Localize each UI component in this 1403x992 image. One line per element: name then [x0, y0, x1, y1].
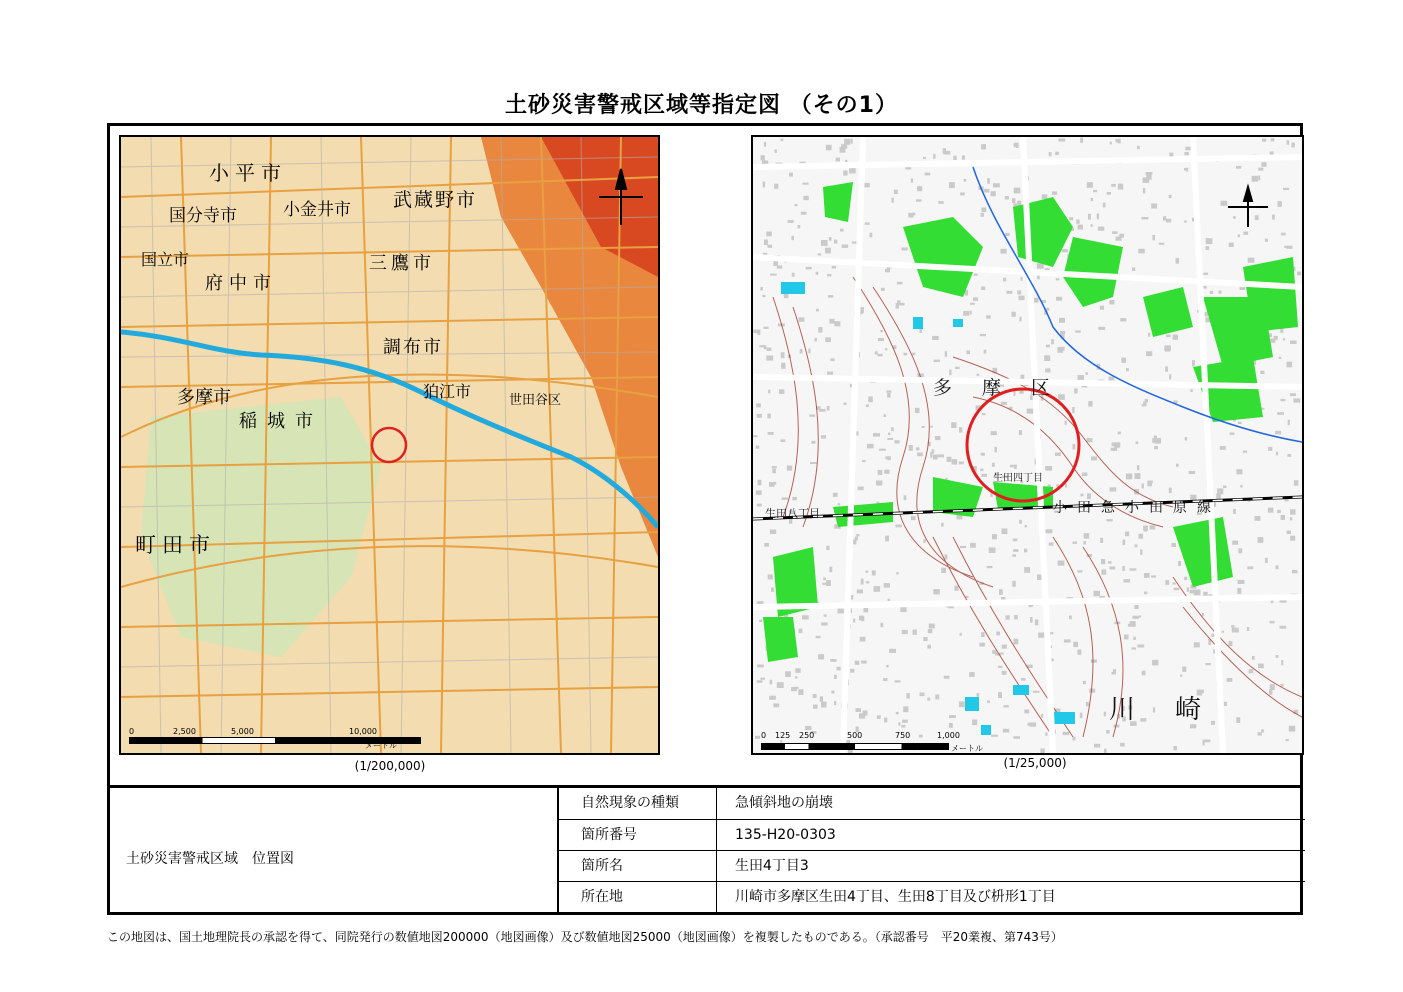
- info-table: [557, 788, 1305, 913]
- place-label: 世田谷区: [509, 393, 562, 408]
- place-label: 武蔵野市: [393, 189, 478, 211]
- scale-tick: 125: [775, 731, 791, 740]
- detail-scale-label: (1/25,000): [1003, 756, 1067, 770]
- scale-unit: メートル: [951, 744, 983, 753]
- info-row: [559, 881, 1305, 913]
- place-label: 調布市: [383, 337, 443, 358]
- detail-map-graphic: [753, 137, 1302, 753]
- info-key: 箇所名: [559, 851, 717, 882]
- scale-tick: 1,000: [937, 731, 960, 740]
- detail-map-25000: [751, 135, 1304, 755]
- info-key: 所在地: [559, 882, 717, 913]
- info-value: 生田4丁目3: [735, 858, 809, 874]
- info-value: 135-H20-0303: [735, 827, 836, 843]
- scale-tick: 0: [761, 731, 767, 740]
- place-label: 小田急小田原線: [1053, 500, 1221, 516]
- scale-tick: 2,500: [173, 727, 196, 736]
- scale-tick: 750: [895, 731, 911, 740]
- info-row: [559, 788, 1305, 819]
- overview-map-200000: [119, 135, 660, 755]
- place-label: 稲城市: [239, 411, 323, 432]
- info-row: [559, 850, 1305, 882]
- place-label: 三鷹市: [369, 253, 435, 274]
- info-key: 箇所番号: [559, 820, 717, 851]
- scale-tick: 500: [847, 731, 863, 740]
- info-left-cell: [110, 788, 557, 913]
- info-row: [559, 819, 1305, 851]
- place-label: 狛江市: [423, 382, 472, 401]
- place-label: 多摩区: [933, 377, 1081, 399]
- place-label: 小金井市: [283, 200, 351, 220]
- info-value: 急傾斜地の崩壊: [735, 795, 833, 811]
- place-label: 国立市: [141, 250, 190, 269]
- place-label: 多摩市: [177, 387, 231, 408]
- place-label: 町田市: [135, 533, 216, 557]
- place-label: 府中市: [205, 273, 277, 294]
- scale-bar: [761, 743, 949, 750]
- scale-tick: 250: [799, 731, 815, 740]
- scale-tick: 5,000: [231, 727, 254, 736]
- overview-map-graphic: [121, 137, 658, 753]
- place-label: 生田八丁目: [765, 507, 820, 520]
- scale-tick: 0: [129, 727, 135, 736]
- copyright-footnote: この地図は、国土地理院長の承認を得て、同院発行の数値地図200000（地図画像）及び数値地図25000（地図画像）を複製したものである。（承認番号 平20業複、第743号）: [107, 930, 1063, 944]
- place-label: 川崎: [1109, 695, 1242, 725]
- place-label: 生田四丁目: [993, 473, 1043, 484]
- overview-scale-label: (1/200,000): [354, 759, 426, 773]
- page-title: 土砂災害警戒区域等指定図 （その1）: [505, 93, 898, 118]
- scale-tick: 10,000: [349, 727, 377, 736]
- info-value: 川崎市多摩区生田4丁目、生田8丁目及び枡形1丁目: [735, 889, 1056, 905]
- info-key: 自然現象の種類: [559, 788, 717, 819]
- scale-unit: メートル: [365, 741, 397, 750]
- place-label: 国分寺市: [169, 206, 237, 226]
- location-map-label: 土砂災害警戒区域 位置図: [126, 851, 294, 867]
- place-label: 小平市: [209, 161, 287, 185]
